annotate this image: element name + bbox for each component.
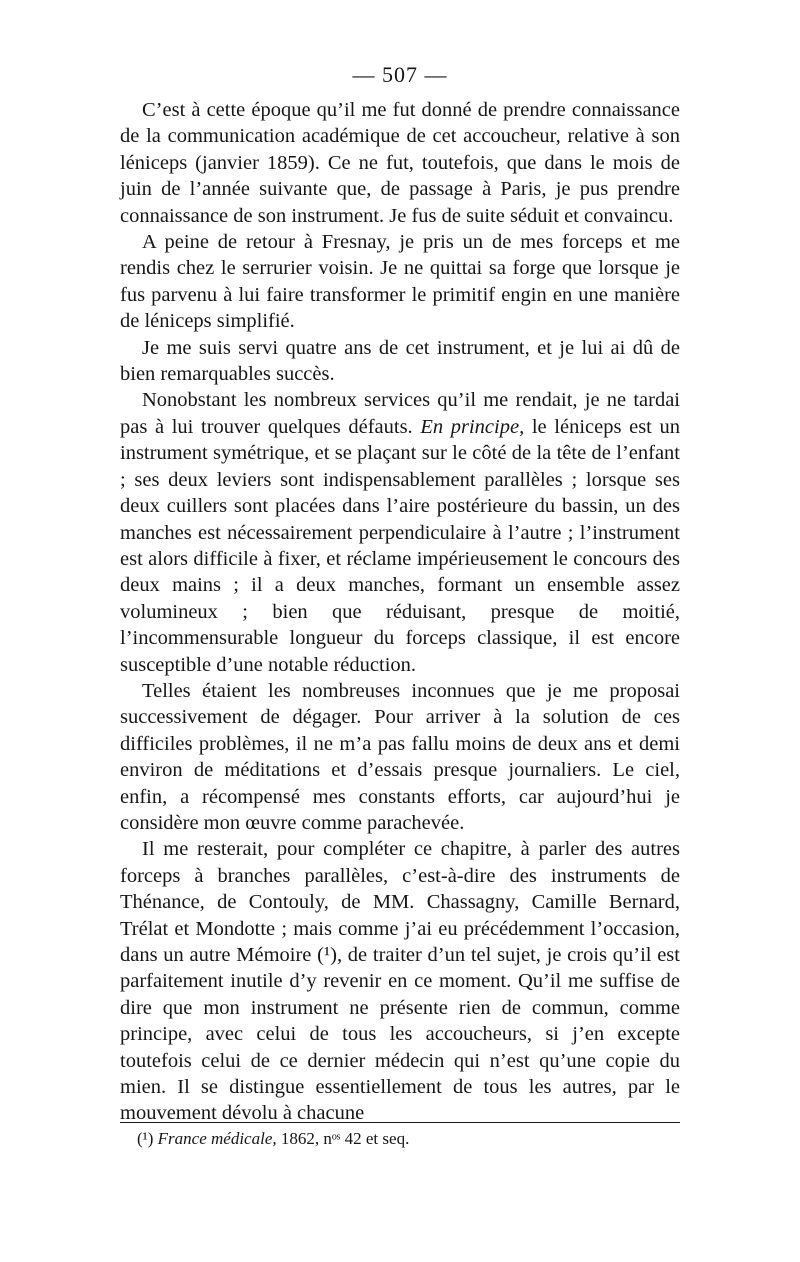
footnote	[137, 1128, 677, 1150]
paragraph-6	[120, 836, 680, 1126]
paragraph-1: C’est à cette époque qu’il me fut donné de prendre connaissance de la communication académique de cet accoucheur, relative à son léniceps (janvier 1859). Ce ne fut, toutefois, que dans le mois de juin de l’année suivante que, de passage à Paris, je pus prendre connaissance de son instrument. Je fus de suite séduit et convaincu.	[120, 99, 680, 227]
body-text	[120, 97, 680, 1127]
paragraph-4-start: Nonobstant les nombreux services qu’il me rendait, je ne tardai pas à lui trouver quelques défauts.	[120, 389, 680, 438]
footnote-reference: (¹)	[317, 944, 337, 966]
paragraph-6-start: Il me resterait, pour compléter ce chapitre, à parler des autres forceps à branches parallèles, c’est-à-dire des instruments de Thénance, de Contouly, de MM. Chassagny, Camille Bernard, Trélat et Mondotte ; mais comme j’ai eu précédemment l’occasion, dans un autre Mémoire	[120, 838, 680, 966]
emphasis-en-principe: En principe,	[420, 415, 525, 438]
paragraph-6-end: , de traiter d’un tel sujet, je crois qu’il est parfaitement inutile d’y revenir en ce moment. Qu’il me suffise de dire que mon instrument ne présente rien de commun, comme principe, avec celui de tous les accoucheurs, si j’en excepte toutefois celui de ce dernier médecin qui n’est qu’une copie du mien. Il se distingue essentiellement de tous les autres, par le mouvement dévolu à chacune	[120, 944, 680, 1125]
paragraph-4-end: le léniceps est un instrument symétrique, et se plaçant sur le côté de la tête de l’enfant ; ses deux leviers sont indispensablement parallèles ; lorsque ses deux cuillers sont placées dans l’aire postérieure du bassin, un des manches est nécessairement perpendiculaire à l’autre ; l’instrument est alors difficile à fixer, et réclame impérieusement le concours des deux mains ; il a deux manches, formant un ensemble assez volumineux ; bien que réduisant, presque de moitié, l’incommensurable longueur du forceps classique, il est encore susceptible d’une notable réduction.	[120, 415, 681, 676]
footnote-divider	[120, 1122, 680, 1123]
footnote-marker: (¹)	[137, 1129, 154, 1148]
paragraph-5: Telles étaient les nombreuses inconnues que je me proposai successivement de dégager. Pour arriver à la solution de ces difficiles problèmes, il ne m’a pas fallu moins de deux ans et demi environ de méditations et d’essais presque journaliers. Le ciel, enfin, a récompensé mes constants efforts, car aujourd’hui je considère mon œuvre comme parachevée.	[120, 679, 680, 834]
footnote-details: 1862, nᵒˢ 42 et seq.	[280, 1129, 410, 1148]
page-number: — 507 —	[352, 62, 448, 87]
paragraph-4	[120, 387, 680, 677]
paragraph-2: A peine de retour à Fresnay, je pris un de mes forceps et me rendis chez le serrurier voisin. Je ne quittai sa forge que lorsque je fus parvenu à lui faire transformer le primitif engin en une manière de léniceps simplifié.	[120, 231, 680, 333]
paragraph-3: Je me suis servi quatre ans de cet instrument, et je lui ai dû de bien remarquables succès.	[120, 336, 680, 386]
footnote-source: France médicale,	[157, 1129, 277, 1148]
